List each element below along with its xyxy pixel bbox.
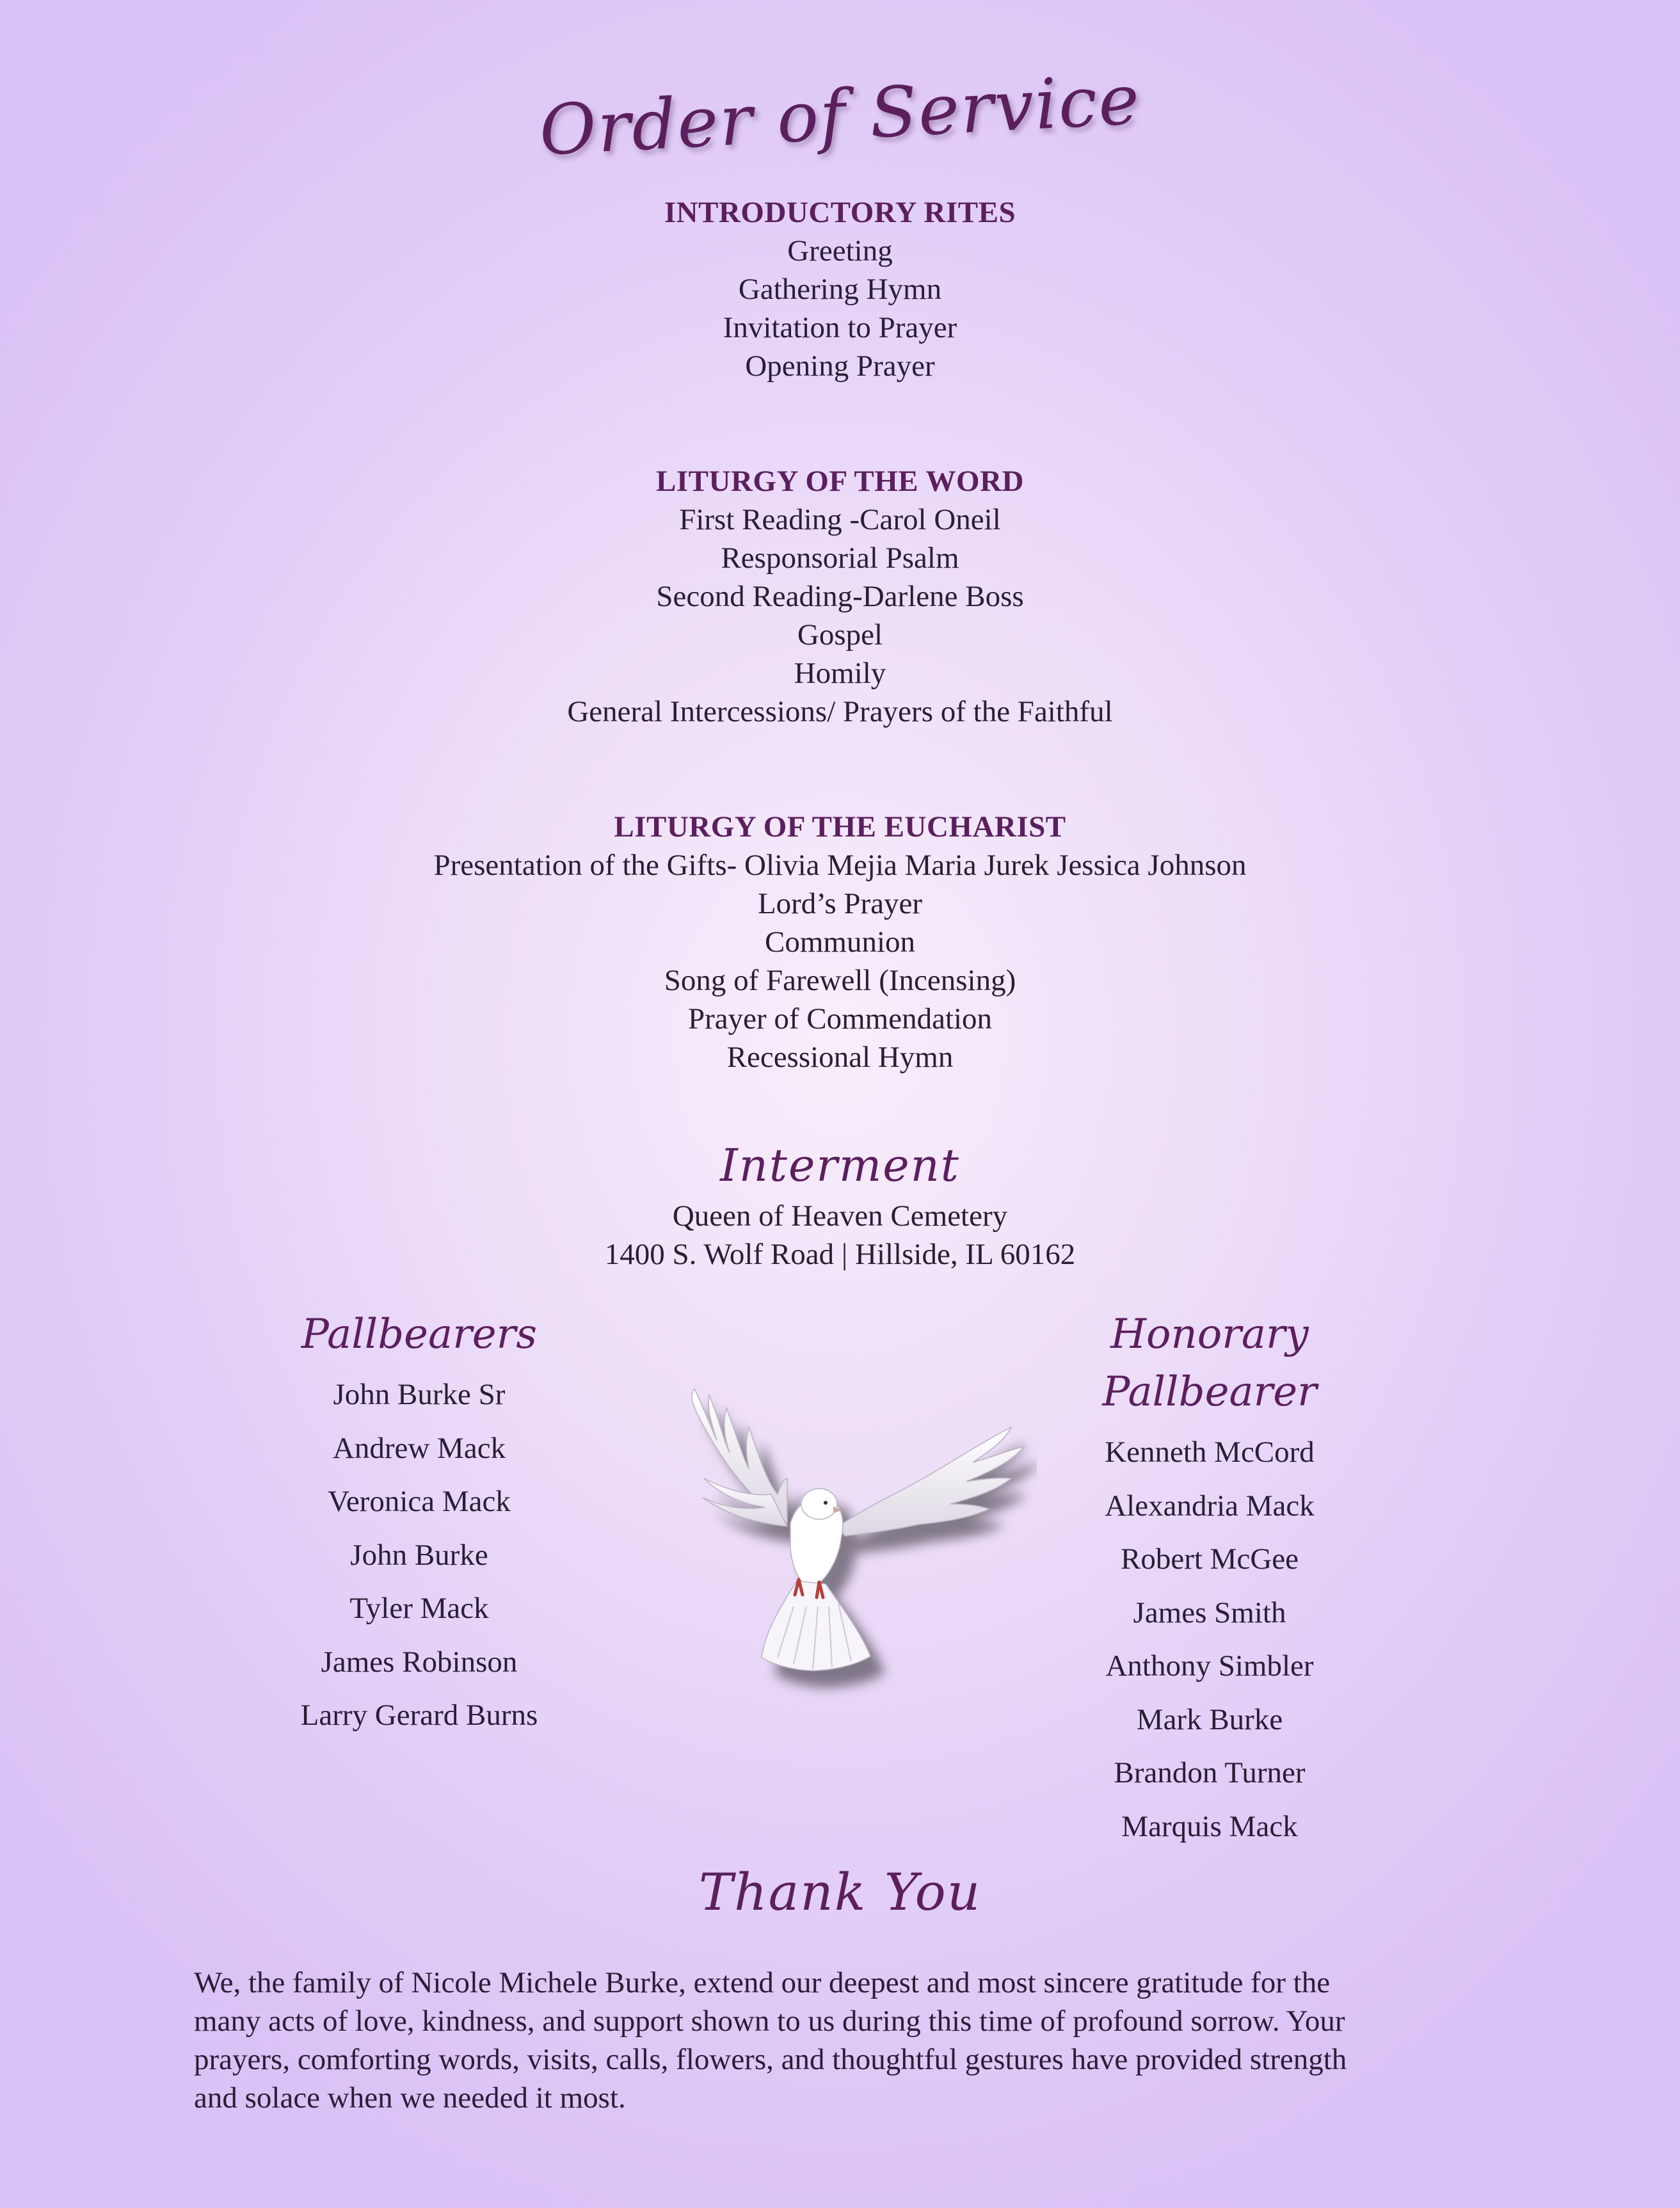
list-item: Andrew Mack	[332, 1431, 506, 1465]
list-item: Gospel	[797, 618, 883, 652]
liturgy-of-the-word-section	[0, 462, 1680, 731]
section-heading: LITURGY OF THE EUCHARIST	[614, 810, 1066, 844]
honorary-pallbearer-column	[998, 1306, 1421, 1853]
list-item: Prayer of Commendation	[687, 1002, 993, 1036]
list-item: Mark Burke	[1136, 1702, 1283, 1736]
honorary-pallbearer-title: Honorary Pallbearer	[1102, 1311, 1317, 1416]
interment-section	[0, 1197, 1680, 1274]
list-item: First Reading -Carol Oneil	[679, 503, 1001, 536]
message-line: many acts of love, kindness, and support shown to us during this time of profound sorrow. Your	[194, 2004, 1345, 2038]
message-line: and solace when we needed it most.	[194, 2081, 626, 2115]
list-item: Alexandria Mack	[1105, 1489, 1315, 1523]
dove-icon	[627, 1376, 1037, 1722]
list-item: Song of Farewell (Incensing)	[664, 964, 1016, 997]
list-item: Larry Gerard Burns	[300, 1699, 538, 1732]
list-item: Invitation to Prayer	[723, 311, 957, 344]
list-item: Recessional Hymn	[726, 1041, 954, 1074]
list-item: John Burke Sr	[333, 1378, 506, 1411]
list-item: Responsorial Psalm	[721, 541, 959, 575]
message-line: We, the family of Nicole Michele Burke, extend our deepest and most sincere gratitude for the	[194, 1966, 1331, 1999]
list-item: Veronica Mack	[328, 1485, 511, 1518]
pallbearers-title: Pallbearers	[301, 1311, 538, 1358]
list-item: Tyler Mack	[349, 1592, 489, 1625]
list-item: Lord’s Prayer	[757, 887, 923, 920]
thank-you-message	[194, 1964, 1442, 2117]
list-item: Presentation of the Gifts- Olivia Mejia Maria Jurek Jessica Johnson	[433, 849, 1247, 882]
list-item: Second Reading-Darlene Boss	[656, 580, 1024, 613]
interment-title: Interment	[720, 1139, 960, 1192]
liturgy-of-the-eucharist-section	[0, 808, 1680, 1076]
thank-you-title: Thank You	[698, 1862, 982, 1922]
list-item: Greeting	[787, 234, 893, 268]
list-item: Brandon Turner	[1114, 1756, 1306, 1789]
list-item: General Intercessions/ Prayers of the Faithful	[567, 695, 1113, 728]
list-item: Communion	[764, 925, 916, 959]
list-item: Robert McGee	[1121, 1542, 1299, 1576]
list-item: James Robinson	[321, 1645, 518, 1679]
list-item: Kenneth McCord	[1105, 1436, 1315, 1469]
section-heading: INTRODUCTORY RITES	[664, 196, 1016, 229]
page-title: Order of Service	[537, 60, 1143, 172]
list-item: James Smith	[1133, 1596, 1286, 1629]
introductory-rites-section	[0, 193, 1680, 385]
cemetery-name: Queen of Heaven Cemetery	[672, 1199, 1008, 1233]
list-item: Homily	[794, 657, 886, 690]
section-heading: LITURGY OF THE WORD	[656, 465, 1024, 498]
list-item: Gathering Hymn	[738, 273, 942, 306]
list-item: Marquis Mack	[1121, 1809, 1298, 1843]
pallbearers-column	[256, 1306, 582, 1743]
list-item: Opening Prayer	[745, 349, 935, 383]
list-item: Anthony Simbler	[1105, 1649, 1314, 1683]
list-item: John Burke	[350, 1538, 488, 1572]
cemetery-address: 1400 S. Wolf Road | Hillside, IL 60162	[604, 1238, 1076, 1271]
message-line: prayers, comforting words, visits, calls, flowers, and thoughtful gestures have provided strength	[194, 2043, 1347, 2076]
